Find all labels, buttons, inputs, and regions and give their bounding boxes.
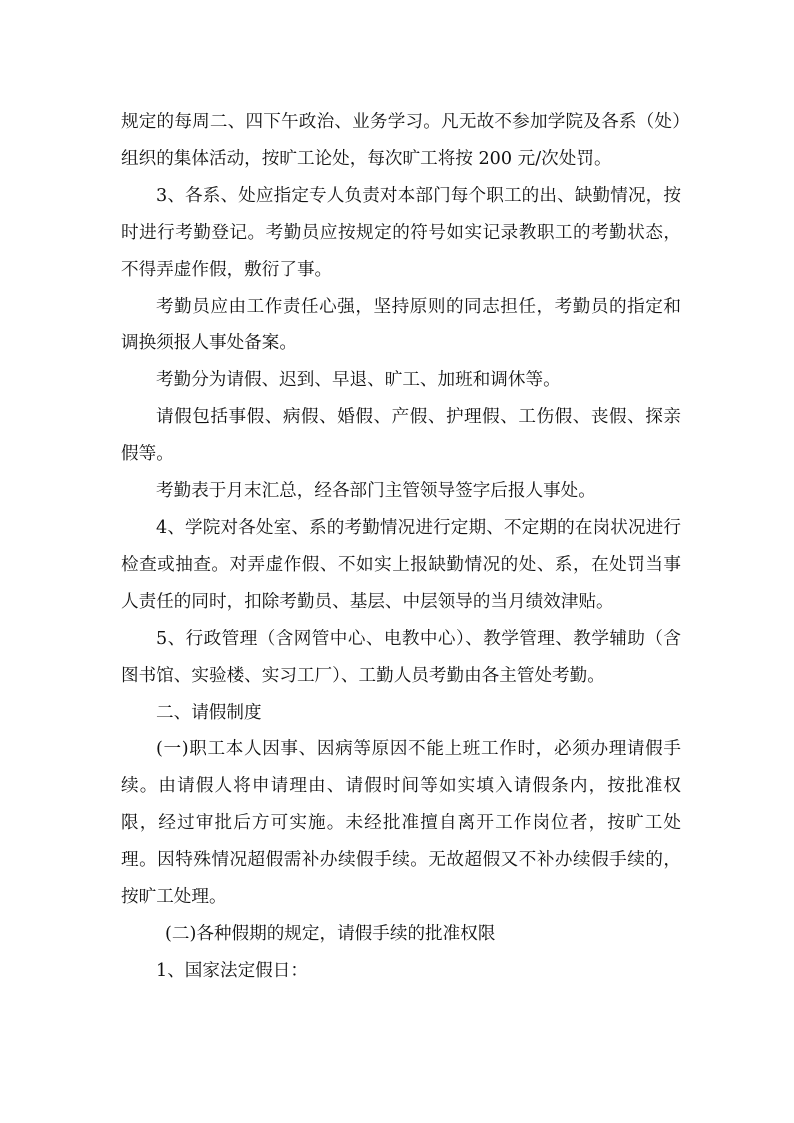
paragraph-attendance-registration: 3、各系、处应指定专人负责对本部门每个职工的出、缺勤情况，按时进行考勤登记。考勤员应按规定的符号如实记录教职工的考勤状态，不得弄虚作假，敷衍了事。 bbox=[121, 185, 681, 280]
paragraph-leave-procedure: (一)职工本人因事、因病等原因不能上班工作时，必须办理请假手续。由请假人将申请理由、请假时间等如实填入请假条内，按批准权限，经过审批后方可实施。未经批准擅自离开工作岗位者，按旷工处理。因特殊情况超假需补办续假手续。无故超假又不补办续假手续的，按旷工处理。 bbox=[121, 739, 681, 908]
paragraph-department-attendance: 5、行政管理（含网管中心、电教中心）、教学管理、教学辅助（含图书馆、实验楼、实习工厂）、工勤人员考勤由各主管处考勤。 bbox=[121, 628, 681, 686]
paragraph-inspection: 4、学院对各处室、系的考勤情况进行定期、不定期的在岗状况进行检查或抽查。对弄虚作假、不如实上报缺勤情况的处、系，在处罚当事人责任的同时，扣除考勤员、基层、中层领导的当月绩效津贴。 bbox=[121, 517, 681, 612]
paragraph-attendance-clerk: 考勤员应由工作责任心强，坚持原则的同志担任，考勤员的指定和调换须报人事处备案。 bbox=[121, 296, 681, 354]
document-body bbox=[121, 104, 681, 990]
section-heading-leave-system: 二、请假制度 bbox=[156, 702, 262, 723]
paragraph-attendance-types: 考勤分为请假、迟到、早退、旷工、加班和调休等。 bbox=[156, 370, 561, 391]
subheading-leave-periods: (二)各种假期的规定，请假手续的批准权限 bbox=[165, 923, 496, 944]
paragraph-monthly-summary: 考勤表于月末汇总，经各部门主管领导签字后报人事处。 bbox=[156, 481, 596, 502]
paragraph-leave-types: 请假包括事假、病假、婚假、产假、护理假、工伤假、丧假、探亲假等。 bbox=[121, 407, 681, 465]
paragraph-study-rules: 规定的每周二、四下午政治、业务学习。凡无故不参加学院及各系（处）组织的集体活动，按旷工论处，每次旷工将按 200 元/次处罚。 bbox=[121, 112, 681, 169]
subheading-national-holidays: 1、国家法定假日： bbox=[156, 960, 308, 981]
